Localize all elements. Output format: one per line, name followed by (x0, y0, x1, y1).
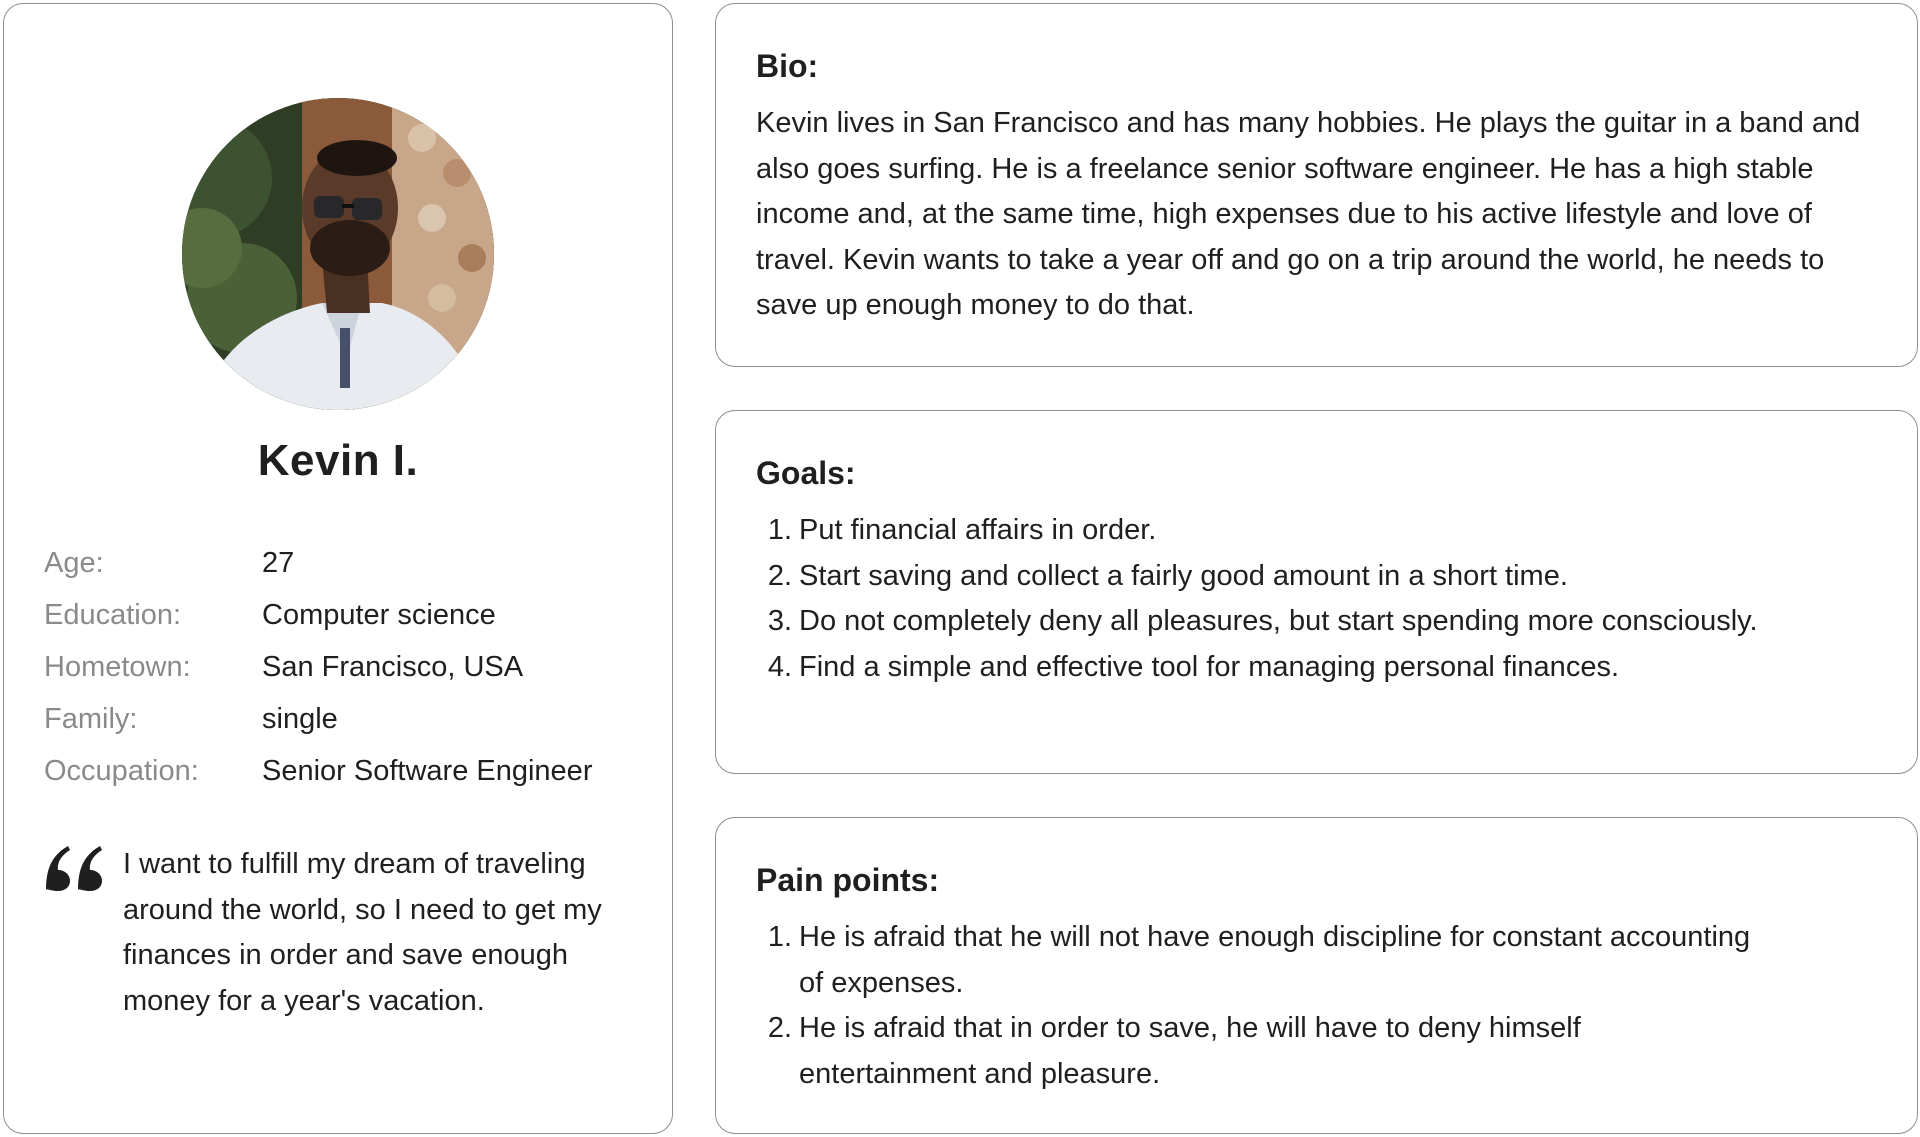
list-text: Start saving and collect a fairly good amount in a short time. (799, 559, 1568, 592)
fact-occupation (44, 745, 592, 797)
list-item (756, 554, 1877, 600)
fact-education (44, 589, 592, 641)
pain-points-list (756, 915, 1877, 1097)
quote-icon (42, 842, 106, 892)
persona-facts (44, 537, 592, 797)
list-item (756, 599, 1877, 645)
fact-label: Hometown: (44, 650, 191, 683)
fact-value: Computer science (262, 598, 496, 631)
pain-points-card (715, 817, 1918, 1134)
list-number: 1. (767, 514, 792, 546)
bio-text: Kevin lives in San Francisco and has many hobbies. He plays the guitar in a band and also goes surfing. He is a freelance senior software engineer. He has a high stable income and, at the same time, high expenses due to his active lifestyle and love of travel. Kevin wants to take a year off and go on a trip around the world, he needs to save up enough money to do that. (756, 107, 1861, 321)
goals-title: Goals: (756, 455, 856, 491)
list-text: Do not completely deny all pleasures, but start spending more consciously. (799, 605, 1758, 637)
goals-list (756, 508, 1877, 690)
fact-value: San Francisco, USA (262, 650, 524, 683)
list-number: 2. (767, 559, 792, 592)
fact-value: 27 (262, 546, 295, 579)
fact-label: Education: (44, 598, 182, 631)
list-item (756, 508, 1877, 554)
list-number: 3. (767, 605, 792, 637)
persona-quote: I want to fulfill my dream of traveling around the world, so I need to get my finances in order and save enough money for a year's vacation. (123, 848, 602, 1017)
list-number: 2. (767, 1012, 792, 1044)
fact-label: Age: (44, 546, 104, 579)
list-text: He is afraid that he will not have enough discipline for constant accounting of expenses. (799, 921, 1751, 999)
fact-family (44, 693, 592, 745)
fact-label: Family: (44, 702, 138, 735)
fact-hometown (44, 641, 592, 693)
fact-age (44, 537, 592, 589)
list-text: Find a simple and effective tool for managing personal finances. (799, 650, 1620, 683)
fact-value: single (262, 702, 338, 735)
list-item (756, 645, 1877, 691)
list-text: He is afraid that in order to save, he will have to deny himself entertainment and pleasure. (799, 1012, 1581, 1090)
bio-title: Bio: (756, 48, 819, 84)
goals-card (715, 410, 1918, 774)
bio-card (715, 3, 1918, 367)
profile-photo (182, 98, 494, 410)
list-item (756, 915, 1877, 1006)
list-number: 1. (767, 921, 792, 953)
list-text: Put financial affairs in order. (799, 514, 1157, 546)
pain-points-title: Pain points: (756, 862, 940, 898)
fact-value: Senior Software Engineer (262, 754, 593, 787)
list-number: 4. (767, 650, 792, 683)
persona-name: Kevin I. (257, 436, 419, 485)
fact-label: Occupation: (44, 754, 199, 787)
list-item (756, 1006, 1877, 1097)
profile-card (3, 3, 673, 1134)
